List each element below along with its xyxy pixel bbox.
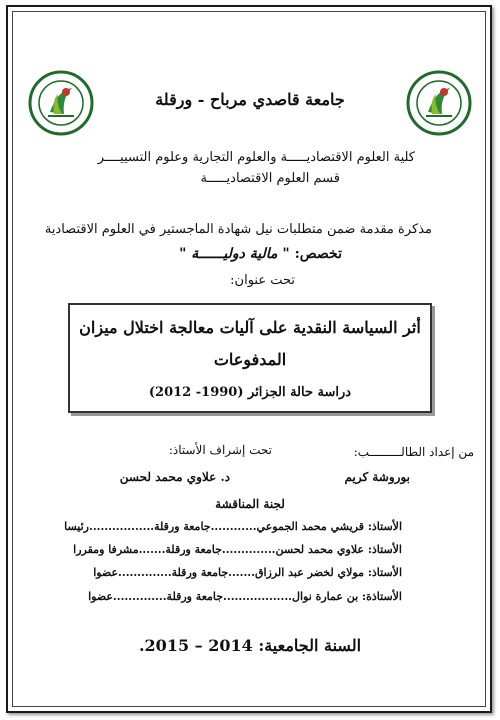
university-logo-left bbox=[28, 70, 94, 136]
memo-statement: مذكرة مقدمة ضمن متطلبات نيل شهادة الماجستير في العلوم الاقتصادية bbox=[44, 222, 432, 237]
committee-title: لجنة المناقشة bbox=[215, 497, 285, 511]
supervisor-name: د. علاوي محمد لحسن bbox=[119, 470, 230, 484]
university-logo-right bbox=[406, 70, 472, 136]
committee-member: الأستاذ: مولاي لخضر عبد الرزاق.......جامعة ورقلة..............عضوا bbox=[93, 566, 402, 579]
specialization-value: " مالية دوليــــــة " bbox=[179, 246, 290, 262]
university-name: جامعة قاصدي مرباح - ورقلة bbox=[155, 90, 345, 109]
committee-member: الأستاذ: علاوي محمد لحسن..............جامعة ورقلة.......مشرفا ومقررا bbox=[73, 543, 402, 556]
supervised-by-label: تحت إشراف الأستاذ: bbox=[168, 443, 272, 457]
committee-member: الأستاذ: قريشي محمد الجموعي............جامعة ورقلة.................رئيسا bbox=[64, 520, 402, 533]
committee-member: الأستاذة: بن عمارة نوال..................جامعة ورقلة..............عضوا bbox=[88, 590, 402, 603]
thesis-title-line2: المدفوعات bbox=[213, 350, 287, 369]
prepared-by-label: من إعداد الطالـــــــــب: bbox=[353, 445, 474, 459]
thesis-title-line1: أثر السياسة النقدية على آليات معالجة اختلال ميزان bbox=[79, 318, 421, 337]
student-name: بوروشة كريم bbox=[344, 470, 410, 484]
case-study: دراسة حالة الجزائر (1990- 2012) bbox=[148, 385, 352, 400]
specialization bbox=[179, 246, 342, 262]
specialization-label: تخصص: bbox=[294, 246, 342, 262]
department-name: قسم العلوم الاقتصاديـــــة bbox=[200, 171, 340, 186]
academic-year: السنة الجامعية: 2014 – 2015. bbox=[138, 636, 362, 655]
faculty-name: كلية العلوم الاقتصاديـــــة والعلوم التجارية وعلوم التسييــــر bbox=[97, 150, 415, 165]
under-title-label: تحت عنوان: bbox=[230, 273, 295, 288]
